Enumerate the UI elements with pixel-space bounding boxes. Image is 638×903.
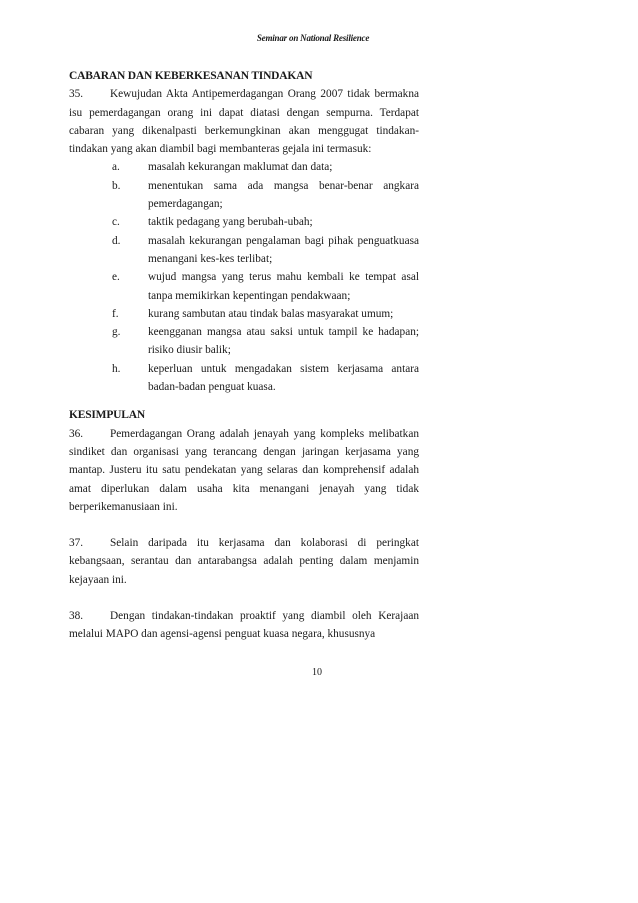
list-item-label: f. bbox=[112, 307, 119, 320]
list-item-label: h. bbox=[112, 362, 121, 375]
paragraph-text: Pemerdagangan Orang adalah jenayah yang kompleks melibatkan sindiket dan organisasi yang terancang dengan jaringan kerjasama yang mantap. Justeru itu satu pendekatan yang selaras dan komprehensif adalah amat diperlukan dalam usaha kita menangani jenayah yang tidak berperikemanusiaan ini. bbox=[69, 427, 419, 513]
list-item-label: a. bbox=[112, 161, 120, 174]
paragraph-36 bbox=[69, 425, 419, 516]
section-heading-cabaran: CABARAN DAN KEBERKESANAN TINDAKAN bbox=[69, 70, 313, 82]
list-item-label: e. bbox=[112, 271, 120, 284]
list-item-text: keengganan mangsa atau saksi untuk tampil ke hadapan; risiko diusir balik; bbox=[148, 326, 419, 357]
list-item-text: masalah kekurangan pengalaman bagi pihak penguatkuasa menangani kes-kes terlibat; bbox=[148, 234, 419, 265]
challenge-list bbox=[69, 158, 419, 396]
list-item-label: g. bbox=[112, 326, 121, 339]
list-item-text: keperluan untuk mengadakan sistem kerjasama antara badan-badan penguat kuasa. bbox=[148, 362, 419, 394]
paragraph-35 bbox=[69, 85, 419, 158]
paragraph-number: 37. bbox=[69, 537, 84, 550]
page-number: 10 bbox=[312, 667, 322, 678]
list-item bbox=[69, 177, 419, 214]
section-spacer bbox=[69, 396, 419, 406]
paragraph-number: 36. bbox=[69, 427, 84, 440]
list-item bbox=[69, 360, 419, 397]
list-item bbox=[69, 232, 419, 269]
list-item bbox=[69, 305, 419, 323]
paragraph-38 bbox=[69, 607, 419, 644]
list-item-text: kurang sambutan atau tindak balas masyarakat umum; bbox=[148, 307, 394, 320]
list-item-text: wujud mangsa yang terus mahu kembali ke tempat asal tanpa memikirkan kepentingan pendakwaan; bbox=[148, 271, 419, 302]
list-item-text: taktik pedagang yang berubah-ubah; bbox=[148, 216, 313, 229]
list-item-label: c. bbox=[112, 216, 120, 229]
paragraph-text: Dengan tindakan-tindakan proaktif yang diambil oleh Kerajaan melalui MAPO dan agensi-agensi penguat kuasa negara, khususnya bbox=[69, 610, 419, 641]
paragraph-number: 35. bbox=[69, 88, 84, 101]
list-item-text: menentukan sama ada mangsa benar-benar angkara pemerdagangan; bbox=[148, 179, 419, 211]
list-item bbox=[69, 268, 419, 305]
list-item-label: b. bbox=[112, 179, 121, 192]
paragraph-text: Selain daripada itu kerjasama dan kolaborasi di peringkat kebangsaan, serantau dan antarabangsa adalah penting dalam menjamin kejayaan ini. bbox=[69, 537, 419, 586]
list-item bbox=[69, 213, 419, 231]
paragraph-text: Kewujudan Akta Antipemerdagangan Orang 2007 tidak bermakna isu pemerdagangan orang ini dapat diatasi dengan sempurna. Terdapat cabaran yang dikenalpasti berkemungkinan akan menggugat tindakan-tindakan yang akan diambil bagi membanteras gejala ini termasuk: bbox=[69, 88, 419, 156]
paragraph-37 bbox=[69, 534, 419, 589]
list-item bbox=[69, 158, 419, 176]
list-item-text: masalah kekurangan maklumat dan data; bbox=[148, 161, 333, 174]
list-item bbox=[69, 323, 419, 360]
paragraph-spacer bbox=[69, 516, 419, 534]
list-item-label: d. bbox=[112, 234, 121, 247]
section-heading-kesimpulan: KESIMPULAN bbox=[69, 409, 145, 422]
paragraph-number: 38. bbox=[69, 610, 84, 623]
page-body bbox=[69, 67, 419, 644]
running-head: Seminar on National Resilience bbox=[256, 33, 370, 43]
paragraph-spacer bbox=[69, 589, 419, 607]
